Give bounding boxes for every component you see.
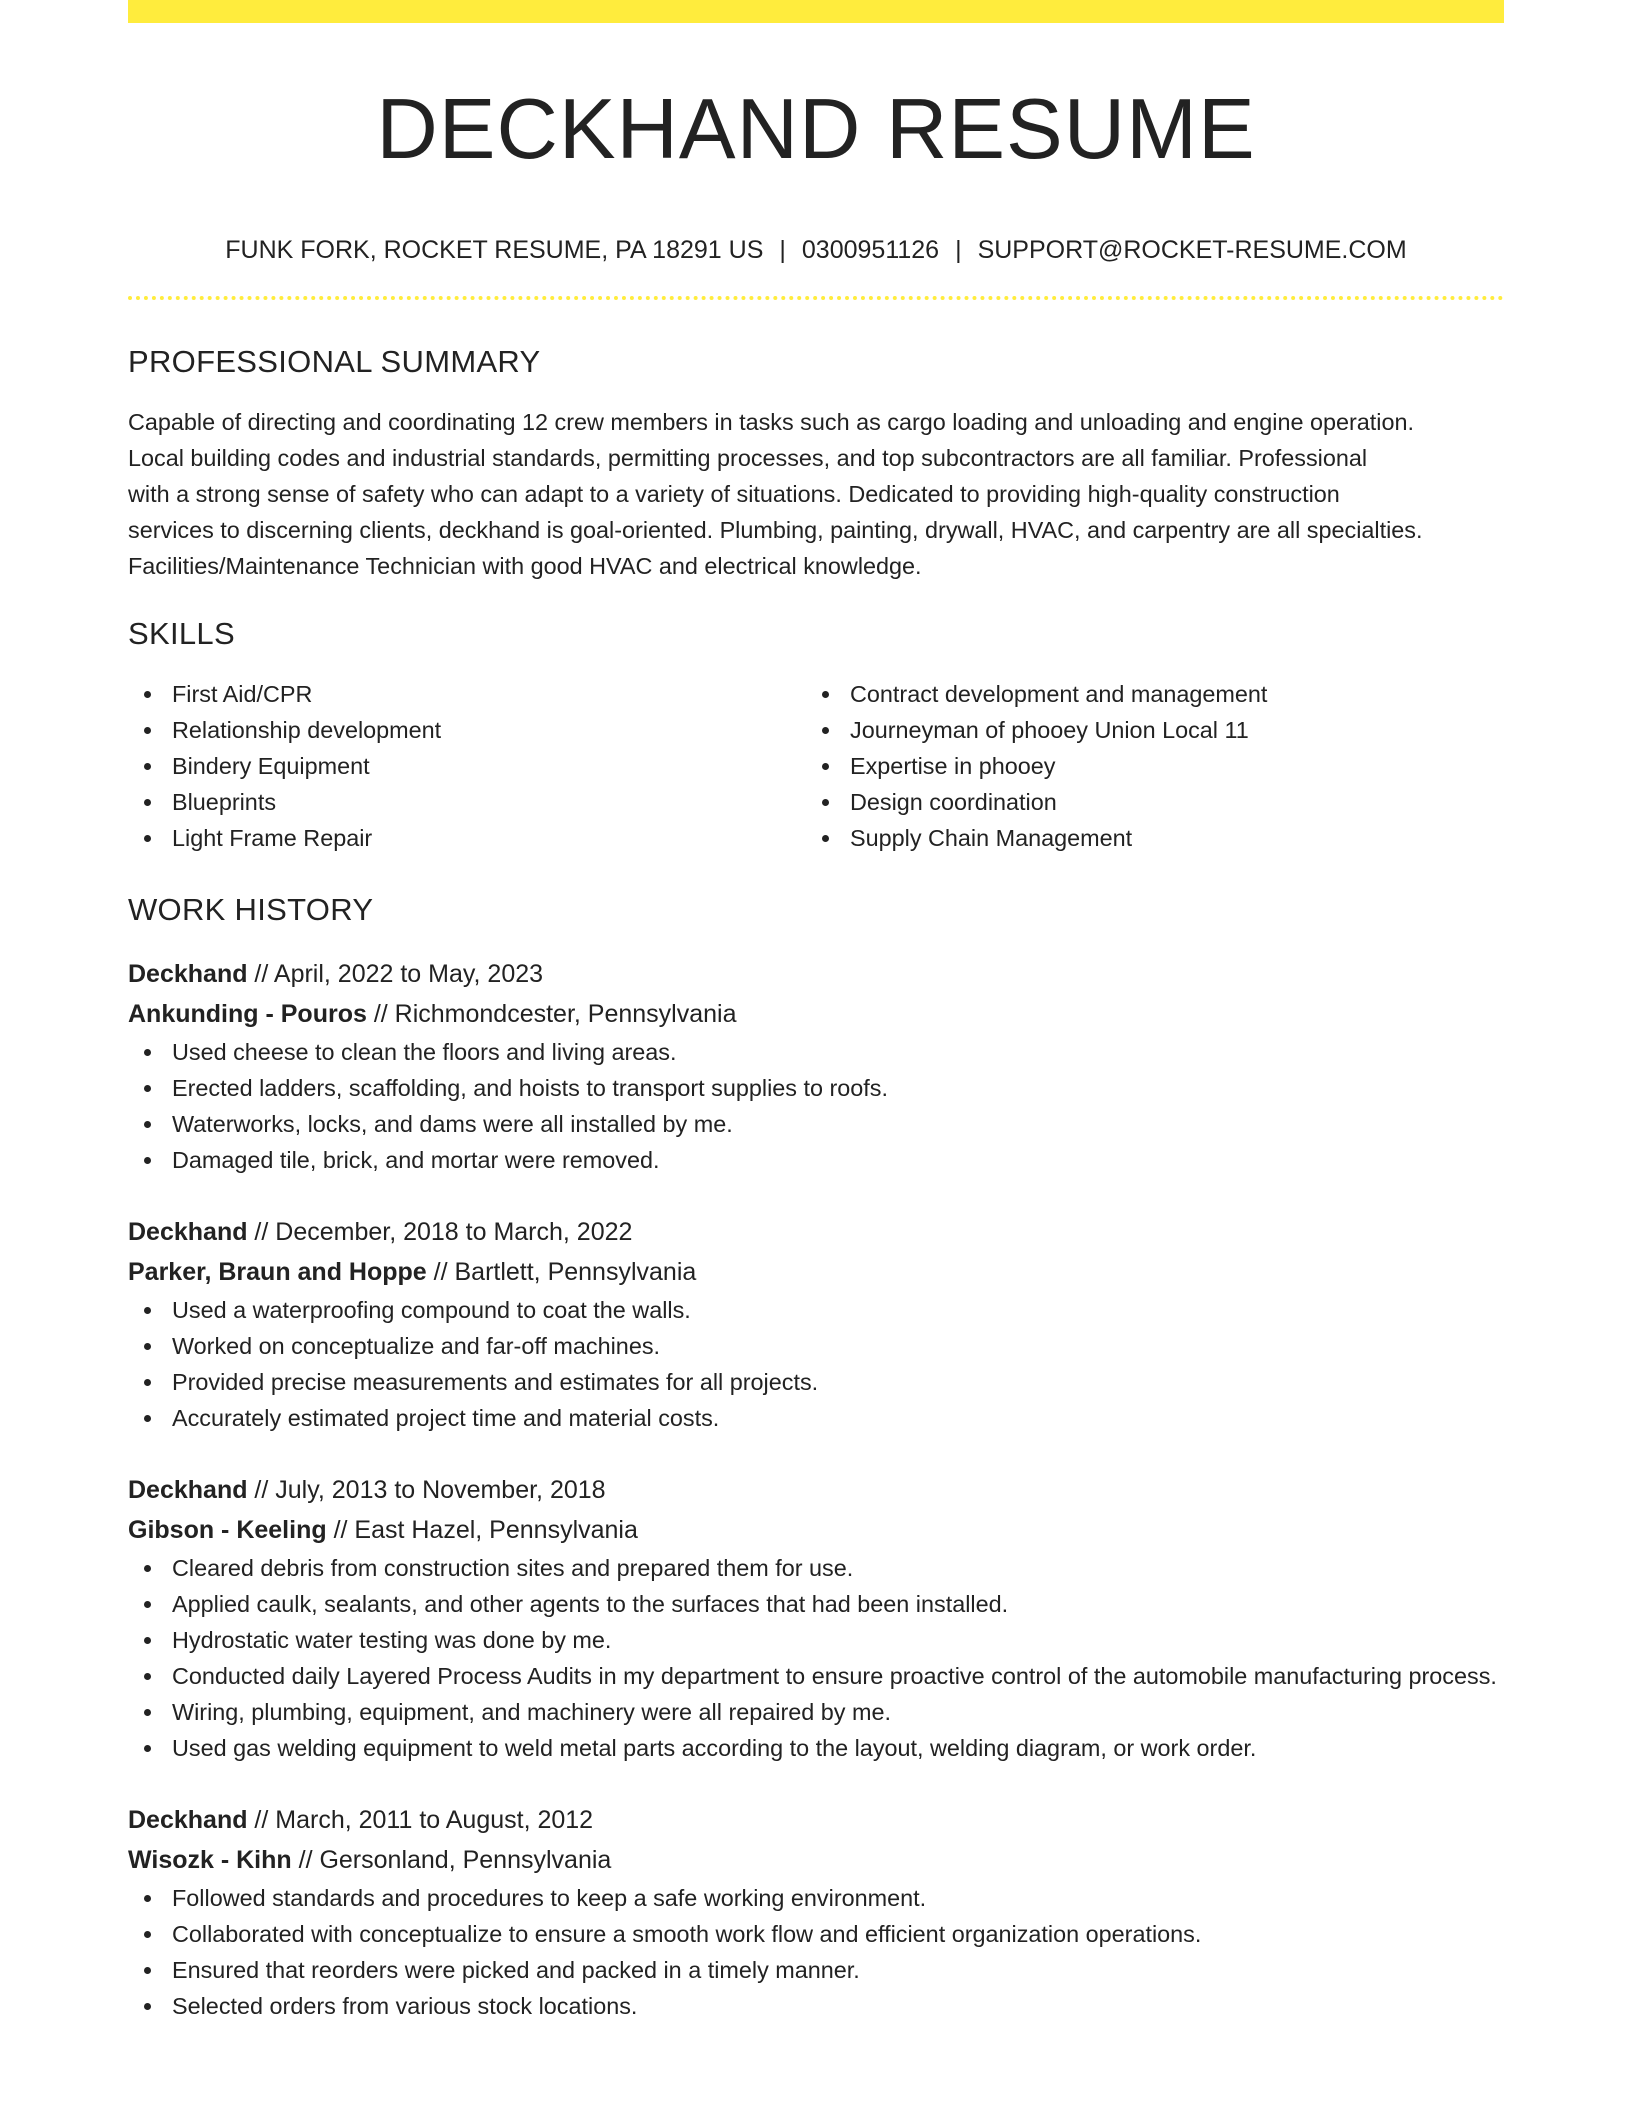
job-duties-list (128, 1550, 1504, 1766)
job-duties-list (128, 1292, 1504, 1436)
bullet-icon (144, 691, 151, 698)
skill-label: Supply Chain Management (850, 825, 1133, 851)
job-duty-text: Waterworks, locks, and dams were all installed by me. (172, 1111, 733, 1137)
job-role: Deckhand (128, 1218, 248, 1246)
job-company: Parker, Braun and Hoppe (128, 1258, 427, 1286)
bullet-icon (144, 1601, 151, 1608)
job-duty (128, 1400, 1504, 1436)
skill-label: Relationship development (172, 717, 442, 743)
contact-phone: 0300951126 (801, 236, 940, 264)
bullet-icon (144, 1121, 151, 1128)
job-entry (128, 1800, 1504, 2024)
bullet-icon (822, 835, 829, 842)
work-history-heading: WORK HISTORY (128, 892, 374, 927)
job-duty-text: Hydrostatic water testing was done by me. (172, 1627, 612, 1653)
skill-item (806, 820, 1484, 856)
skill-label: Expertise in phooey (850, 753, 1056, 779)
job-company: Gibson - Keeling (128, 1516, 327, 1544)
job-company: Ankunding - Pouros (128, 1000, 367, 1028)
bullet-icon (144, 2003, 151, 2010)
skill-label: Journeyman of phooey Union Local 11 (850, 717, 1249, 743)
skill-item (128, 676, 806, 712)
job-duty (128, 1622, 1504, 1658)
skill-label: Blueprints (172, 789, 277, 815)
job-duty (128, 1916, 1504, 1952)
job-duties-list (128, 1034, 1504, 1178)
job-duty (128, 1070, 1504, 1106)
summary-heading: PROFESSIONAL SUMMARY (128, 344, 541, 379)
summary-line: with a strong sense of safety who can adapt to a variety of situations. Dedicated to providing high-quality construction (128, 481, 1340, 507)
bullet-icon (144, 1307, 151, 1314)
job-duty-text: Used a waterproofing compound to coat the walls. (172, 1297, 691, 1323)
bullet-icon (144, 763, 151, 770)
bullet-icon (144, 1565, 151, 1572)
skills-grid (128, 676, 1504, 856)
bullet-icon (144, 1931, 151, 1938)
job-role: Deckhand (128, 1476, 248, 1504)
job-dates: // July, 2013 to November, 2018 (247, 1476, 606, 1504)
job-duty-text: Erected ladders, scaffolding, and hoists to transport supplies to roofs. (172, 1075, 888, 1101)
job-duty (128, 1880, 1504, 1916)
bullet-icon (822, 691, 829, 698)
job-duty-text: Cleared debris from construction sites and prepared them for use. (172, 1555, 854, 1581)
job-dates: // April, 2022 to May, 2023 (247, 960, 544, 988)
job-duty (128, 1142, 1504, 1178)
job-role-line (128, 954, 1504, 994)
job-duty-text: Used gas welding equipment to weld metal parts according to the layout, welding diagram, or work order. (172, 1735, 1257, 1761)
job-duty (128, 1730, 1504, 1766)
job-duty-text: Selected orders from various stock locations. (172, 1993, 638, 2019)
job-duty-text: Conducted daily Layered Process Audits in my department to ensure proactive control of the automobile manufacturing process. (172, 1663, 1497, 1689)
bullet-icon (144, 1343, 151, 1350)
job-entry (128, 954, 1504, 1178)
bullet-icon (144, 1709, 151, 1716)
skill-item (806, 748, 1484, 784)
skills-column-right (806, 676, 1484, 856)
job-duty (128, 1694, 1504, 1730)
skill-label: Design coordination (850, 789, 1057, 815)
contact-separator: | (955, 236, 962, 264)
job-duty (128, 1658, 1504, 1694)
skills-list-right (806, 676, 1484, 856)
job-duty-text: Provided precise measurements and estimates for all projects. (172, 1369, 819, 1395)
bullet-icon (144, 1967, 151, 1974)
job-role-line (128, 1470, 1504, 1510)
job-role-line (128, 1800, 1504, 1840)
summary-line: Capable of directing and coordinating 12 crew members in tasks such as cargo loading and unloading and engine operation. (128, 409, 1415, 435)
job-company-line (128, 1510, 1504, 1550)
bullet-icon (144, 727, 151, 734)
resume-page (128, 0, 1504, 2024)
job-duty-text: Damaged tile, brick, and mortar were removed. (172, 1147, 660, 1173)
bullet-icon (822, 799, 829, 806)
skill-item (128, 820, 806, 856)
summary-line: Local building codes and industrial standards, permitting processes, and top subcontractors are all familiar. Professional (128, 445, 1368, 471)
job-company-line (128, 994, 1504, 1034)
skills-column-left (128, 676, 806, 856)
bullet-icon (822, 727, 829, 734)
job-duty (128, 1586, 1504, 1622)
job-duty (128, 1034, 1504, 1070)
skill-item (128, 748, 806, 784)
bullet-icon (144, 1049, 151, 1056)
job-duty-text: Worked on conceptualize and far-off machines. (172, 1333, 661, 1359)
job-role-line (128, 1212, 1504, 1252)
skill-item (806, 784, 1484, 820)
bullet-icon (144, 1673, 151, 1680)
job-duties-list (128, 1880, 1504, 2024)
contact-address: FUNK FORK, ROCKET RESUME, PA 18291 US (225, 236, 764, 264)
job-duty-text: Followed standards and procedures to keep a safe working environment. (172, 1885, 927, 1911)
bullet-icon (144, 1415, 151, 1422)
job-location: // Gersonland, Pennsylvania (291, 1846, 612, 1874)
bullet-icon (144, 799, 151, 806)
job-role: Deckhand (128, 1806, 248, 1834)
job-duty (128, 1988, 1504, 2024)
job-duty (128, 1328, 1504, 1364)
bullet-icon (144, 1637, 151, 1644)
job-duty (128, 1364, 1504, 1400)
job-duty-text: Accurately estimated project time and material costs. (172, 1405, 720, 1431)
bullet-icon (144, 1157, 151, 1164)
summary-line: services to discerning clients, deckhand is goal-oriented. Plumbing, painting, drywall, HVAC, and carpentry are all specialties. (128, 517, 1423, 543)
job-duty (128, 1550, 1504, 1586)
summary-text (128, 404, 1504, 584)
bullet-icon (144, 1745, 151, 1752)
job-entry (128, 1212, 1504, 1436)
contact-separator: | (779, 236, 786, 264)
skills-list-left (128, 676, 806, 856)
bullet-icon (144, 1085, 151, 1092)
skill-item (806, 676, 1484, 712)
contact-line (128, 235, 1504, 265)
job-dates: // March, 2011 to August, 2012 (247, 1806, 594, 1834)
job-duty (128, 1106, 1504, 1142)
bullet-icon (144, 835, 151, 842)
skill-item (128, 712, 806, 748)
job-company-line (128, 1252, 1504, 1292)
job-entry (128, 1470, 1504, 1766)
accent-top-bar (128, 0, 1504, 23)
job-company: Wisozk - Kihn (128, 1846, 292, 1874)
bullet-icon (822, 763, 829, 770)
job-company-line (128, 1840, 1504, 1880)
skill-item (128, 784, 806, 820)
job-location: // East Hazel, Pennsylvania (326, 1516, 638, 1544)
job-duty (128, 1292, 1504, 1328)
job-duty-text: Wiring, plumbing, equipment, and machinery were all repaired by me. (172, 1699, 891, 1725)
job-duty-text: Used cheese to clean the floors and living areas. (172, 1039, 677, 1065)
skill-label: Bindery Equipment (172, 753, 370, 779)
job-dates: // December, 2018 to March, 2022 (247, 1218, 633, 1246)
summary-line: Facilities/Maintenance Technician with good HVAC and electrical knowledge. (128, 553, 922, 579)
job-duty (128, 1952, 1504, 1988)
job-duty-text: Collaborated with conceptualize to ensure a smooth work flow and efficient organization operations. (172, 1921, 1202, 1947)
job-location: // Bartlett, Pennsylvania (426, 1258, 697, 1286)
bullet-icon (144, 1895, 151, 1902)
dotted-divider (128, 296, 1504, 300)
bullet-icon (144, 1379, 151, 1386)
skill-item (806, 712, 1484, 748)
job-location: // Richmondcester, Pennsylvania (366, 1000, 737, 1028)
job-duty-text: Ensured that reorders were picked and packed in a timely manner. (172, 1957, 860, 1983)
skill-label: Light Frame Repair (172, 825, 373, 851)
skill-label: Contract development and management (850, 681, 1268, 707)
resume-title: DECKHAND RESUME (376, 82, 1256, 177)
skills-heading: SKILLS (128, 616, 235, 651)
job-role: Deckhand (128, 960, 248, 988)
skill-label: First Aid/CPR (172, 681, 313, 707)
job-duty-text: Applied caulk, sealants, and other agents to the surfaces that had been installed. (172, 1591, 1009, 1617)
contact-email: SUPPORT@ROCKET-RESUME.COM (977, 236, 1407, 264)
